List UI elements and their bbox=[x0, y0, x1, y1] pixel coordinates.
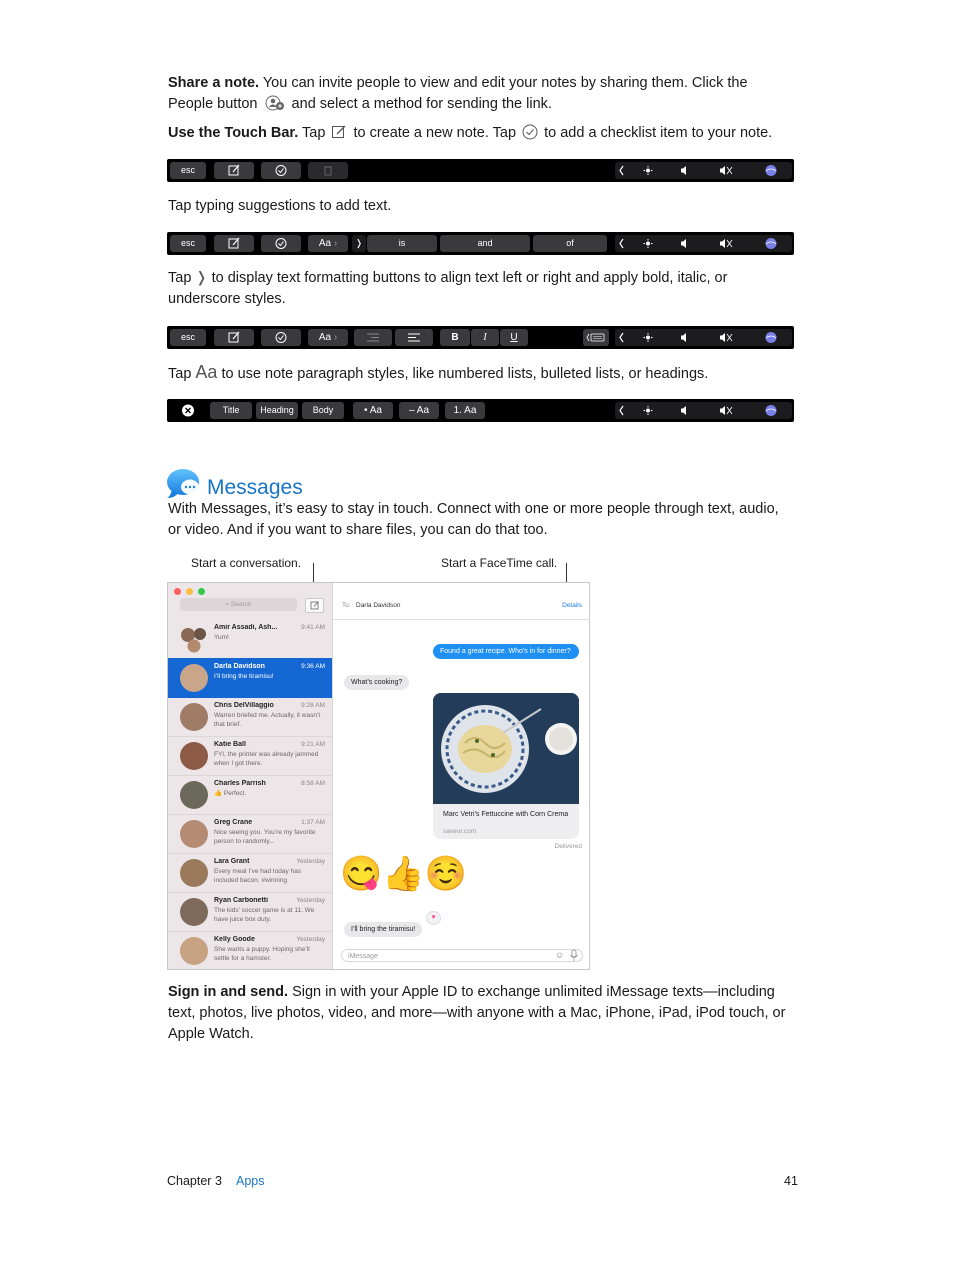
food-photo bbox=[433, 693, 579, 804]
search-input[interactable]: ⌕ Search bbox=[180, 598, 297, 611]
styles-key[interactable]: Aa › bbox=[308, 329, 348, 346]
trash-key[interactable] bbox=[308, 162, 348, 179]
avatar bbox=[180, 859, 208, 887]
keyboard-key[interactable] bbox=[583, 329, 609, 346]
conversation-row[interactable]: Charles Parrish 8:58 AM 👍 Perfect. bbox=[168, 775, 332, 815]
touch-bar-styles bbox=[167, 399, 794, 422]
conversation-row[interactable]: Ryan Carbonetti Yesterday The kids’ soccer game is at 11. We have juice box duty. bbox=[168, 892, 332, 932]
suggestion-1[interactable]: is bbox=[367, 235, 437, 252]
underline-key[interactable]: U bbox=[500, 329, 528, 346]
minimize-window-button[interactable] bbox=[186, 588, 193, 595]
format-paragraph: Tap ❭ to display text formatting buttons to align text left or right and apply bold, italic, or underscore styles. bbox=[168, 270, 728, 307]
people-button-icon bbox=[264, 95, 286, 118]
messages-intro: With Messages, it’s easy to stay in touch. Connect with one or more people through text, audio, or video. And if you want to share files, you can do that too. bbox=[168, 501, 779, 538]
styles-paragraph: Tap Aa to use note paragraph styles, like numbered lists, bulleted lists, or headings. bbox=[168, 362, 709, 382]
suggestion-3[interactable]: of bbox=[533, 235, 607, 252]
emoji-message: 😋👍☺️ bbox=[340, 855, 468, 893]
typing-paragraph: Tap typing suggestions to add text. bbox=[168, 198, 392, 214]
messages-heading: Messages bbox=[207, 476, 303, 499]
style-body-key[interactable]: Body bbox=[302, 402, 344, 419]
sign-in-paragraph: Sign in and send. Sign in with your Apple ID to exchange unlimited iMessage texts—including text, photos, live photos, video, and more—with anyone with a Mac, iPhone, iPad, iPod touch, or Apple Watch. bbox=[168, 984, 786, 1042]
suggestion-2[interactable]: and bbox=[440, 235, 530, 252]
conversation-row[interactable]: Greg Crane 1:37 AM Nice seeing you. You’re my favorite person to randomly... bbox=[168, 814, 332, 854]
page-number: 41 bbox=[784, 1174, 798, 1188]
format-chevron-key[interactable]: ❭ bbox=[352, 235, 366, 252]
style-numbered-key[interactable]: 1. Aa bbox=[445, 402, 485, 419]
checklist-key[interactable] bbox=[261, 329, 301, 346]
zoom-window-button[interactable] bbox=[198, 588, 205, 595]
style-title-key[interactable]: Title bbox=[210, 402, 252, 419]
avatar bbox=[180, 742, 208, 770]
messages-window bbox=[167, 582, 590, 970]
share-note-title: Share a note. bbox=[168, 75, 260, 91]
conversation-pane bbox=[332, 583, 590, 969]
checklist-icon bbox=[522, 124, 538, 147]
conversation-sidebar bbox=[168, 583, 332, 969]
sent-message-bubble: Found a great recipe. Who’s in for dinner? bbox=[433, 644, 579, 659]
new-note-key[interactable] bbox=[214, 329, 254, 346]
received-message-bubble: What’s cooking? bbox=[344, 675, 409, 690]
heart-tapback-icon: ♥ bbox=[426, 911, 441, 925]
touch-bar-suggestions bbox=[167, 232, 794, 255]
bold-key[interactable]: B bbox=[440, 329, 470, 346]
to-label: To: bbox=[342, 602, 351, 609]
avatar bbox=[180, 781, 208, 809]
recipient-bar bbox=[333, 583, 590, 620]
touch-bar-formatting bbox=[167, 326, 794, 349]
control-strip bbox=[615, 162, 792, 179]
touch-bar-paragraph: Use the Touch Bar. Tap to create a new note. Tap to add a checklist item to your note. bbox=[168, 123, 793, 147]
style-dashed-key[interactable]: – Aa bbox=[399, 402, 439, 419]
message-input[interactable]: iMessage bbox=[341, 949, 583, 962]
callout-start-facetime: Start a FaceTime call. bbox=[441, 556, 558, 570]
conversation-row[interactable]: Chris DelVillaggio 9:28 AM Warren briefed me. Actually, it wasn’t that brief. bbox=[168, 697, 332, 737]
close-key[interactable] bbox=[170, 402, 206, 419]
control-strip bbox=[615, 329, 792, 346]
esc-key[interactable]: esc bbox=[170, 235, 206, 252]
avatar bbox=[180, 664, 208, 692]
style-heading-key[interactable]: Heading bbox=[256, 402, 298, 419]
received-message-bubble: I’ll bring the tiramisu! bbox=[344, 922, 422, 937]
esc-key[interactable]: esc bbox=[170, 329, 206, 346]
styles-aa-icon: Aa bbox=[195, 362, 218, 382]
italic-key[interactable]: I bbox=[471, 329, 499, 346]
avatar bbox=[180, 898, 208, 926]
new-note-key[interactable] bbox=[214, 235, 254, 252]
conversation-row[interactable]: Lara Grant Yesterday Every meal I’ve had today has included bacon. #winning bbox=[168, 853, 332, 893]
avatar bbox=[180, 703, 208, 731]
compose-button[interactable] bbox=[305, 598, 324, 613]
style-bulleted-key[interactable]: • Aa bbox=[353, 402, 393, 419]
new-note-key[interactable] bbox=[214, 162, 254, 179]
link-source: saveur.com bbox=[443, 828, 477, 835]
conversation-row-selected[interactable]: Darla Davidson 9:36 AM I’ll bring the tiramisu! bbox=[168, 658, 332, 698]
conversation-row[interactable]: Katie Ball 9:21 AM FYI, the printer was already jammed when I got there. bbox=[168, 736, 332, 776]
emoji-picker-icon[interactable]: ☺ bbox=[555, 950, 565, 960]
chevron-right-icon: ❭ bbox=[195, 270, 208, 286]
delivered-status: Delivered bbox=[554, 843, 582, 850]
avatar bbox=[180, 937, 208, 965]
avatar bbox=[180, 820, 208, 848]
esc-key[interactable]: esc bbox=[170, 162, 206, 179]
microphone-icon[interactable] bbox=[569, 949, 579, 967]
checklist-key[interactable] bbox=[261, 162, 301, 179]
control-strip bbox=[615, 235, 792, 252]
footer-chapter: Chapter 3 bbox=[167, 1174, 222, 1188]
details-button[interactable]: Details bbox=[562, 602, 582, 609]
align-right-key[interactable] bbox=[395, 329, 433, 346]
search-icon: ⌕ bbox=[225, 601, 230, 608]
link-preview-card[interactable] bbox=[433, 693, 579, 839]
checklist-key[interactable] bbox=[261, 235, 301, 252]
align-left-key[interactable] bbox=[354, 329, 392, 346]
share-note-paragraph: Share a note. You can invite people to view and edit your notes by sharing them. Click the People button and select a method for sending the link. bbox=[168, 73, 793, 118]
link-title: Marc Vetri’s Fettuccine with Corn Crema bbox=[443, 811, 569, 818]
conversation-row[interactable]: Amir Assadi, Ash... 9:41 AM Yum! bbox=[168, 619, 332, 659]
new-note-icon bbox=[331, 124, 347, 147]
close-window-button[interactable] bbox=[174, 588, 181, 595]
avatar bbox=[180, 625, 208, 653]
conversation-row[interactable]: Kelly Goode Yesterday She wants a puppy. Hoping she’ll settle for a hamster. bbox=[168, 931, 332, 970]
touch-bar-default bbox=[167, 159, 794, 182]
styles-key[interactable]: Aa › bbox=[308, 235, 348, 252]
footer-section-link[interactable]: Apps bbox=[236, 1174, 265, 1188]
control-strip bbox=[615, 402, 792, 419]
recipient-name[interactable]: Darla Davidson bbox=[356, 602, 401, 609]
callout-start-conversation: Start a conversation. bbox=[191, 556, 302, 570]
